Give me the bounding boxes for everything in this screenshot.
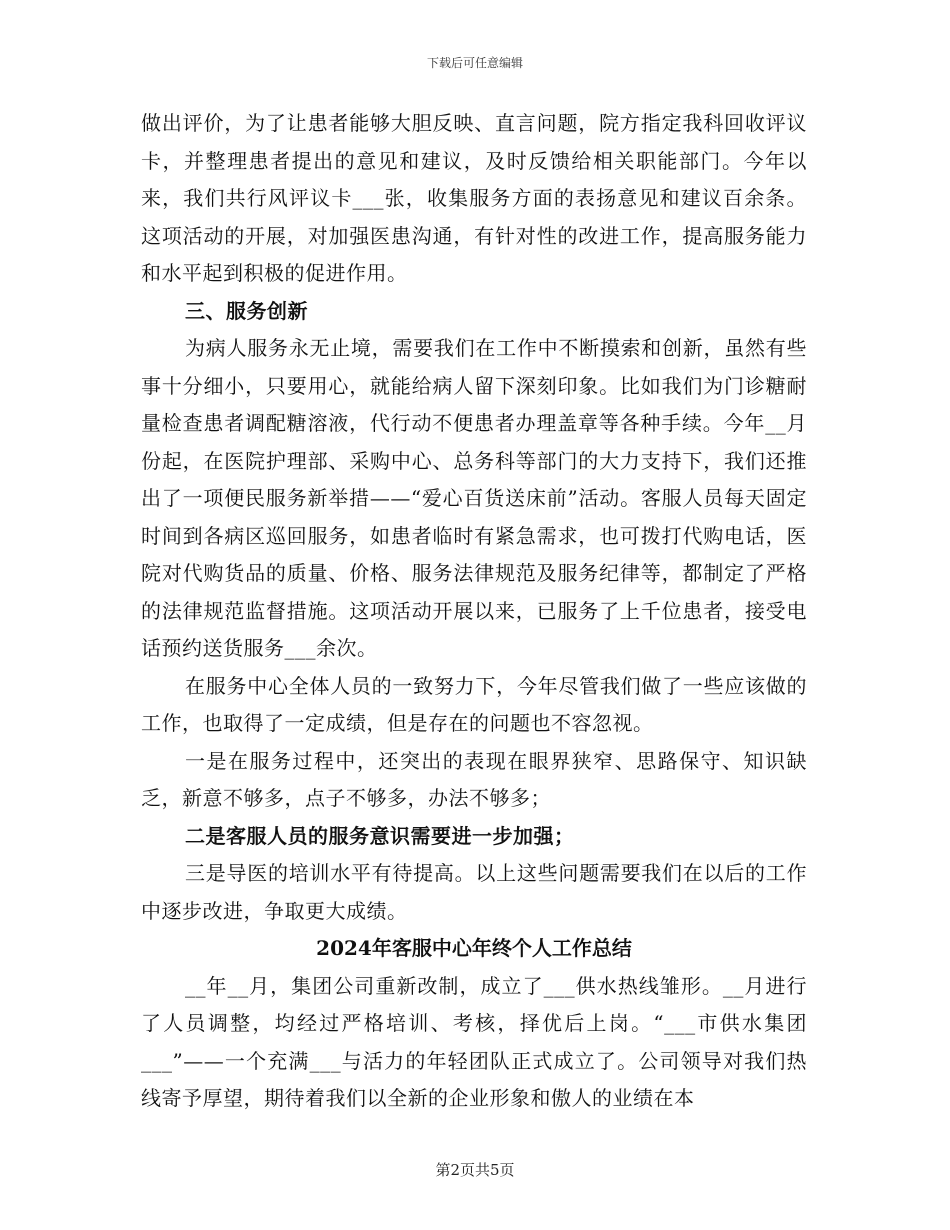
paragraph-hotline-intro: __年__月，集团公司重新改制，成立了___供水热线雏形。__月进行了人员调整，均经过严格培训、考核，择优后上岗。“___市供水集团___”——一个充满___与活力的年轻团队正式成立了。公司领导对我们热线寄予厚望，期待着我们以全新的企业形象和傲人的业绩在本 [141, 973, 807, 1110]
page-footer: 第2页共5页 [435, 1161, 515, 1179]
document-body [141, 105, 807, 1118]
paragraph-evaluation: 做出评价，为了让患者能够大胆反映、直言问题，院方指定我科回收评议卡，并整理患者提出的意见和建议，及时反馈给相关职能部门。今年以来，我们共行风评议卡___张，收集服务方面的表扬意见和建议百余条。这项活动的开展，对加强医患沟通，有针对性的改进工作，提高服务能力和水平起到积极的促进作用。 [141, 111, 807, 285]
document-title: 2024年客服中心年终个人工作总结 [316, 936, 632, 960]
paragraph-issue-two: 二是客服人员的服务意识需要进一步加强； [185, 823, 575, 848]
paragraph-issue-three: 三是导医的培训水平有待提高。以上这些问题需要我们在以后的工作中逐步改进，争取更大成绩。 [141, 861, 807, 923]
section-heading-service-innovation: 三、服务创新 [185, 298, 308, 323]
paragraph-summary: 在服务中心全体人员的一致努力下，今年尽管我们做了一些应该做的工作，也取得了一定成绩，但是存在的问题也不容忽视。 [141, 673, 807, 735]
page-header: 下载后可任意编辑 [426, 56, 523, 70]
paragraph-issue-one: 一是在服务过程中，还突出的表现在眼界狭窄、思路保守、知识缺乏，新意不够多，点子不够多，办法不够多； [141, 748, 807, 810]
paragraph-service-innovation: 为病人服务永无止境，需要我们在工作中不断摸索和创新，虽然有些事十分细小，只要用心，就能给病人留下深刻印象。比如我们为门诊糖耐量检查患者调配糖溶液，代行动不便患者办理盖章等各种手续。今年__月份起，在医院护理部、采购中心、总务科等部门的大力支持下，我们还推出了一项便民服务新举措——“爱心百货送床前”活动。客服人员每天固定时间到各病区巡回服务，如患者临时有紧急需求，也可拨打代购电话，医院对代购货品的质量、价格、服务法律规范及服务纪律等，都制定了严格的法律规范监督措施。这项活动开展以来，已服务了上千位患者，接受电话预约送货服务___余次。 [141, 336, 807, 660]
